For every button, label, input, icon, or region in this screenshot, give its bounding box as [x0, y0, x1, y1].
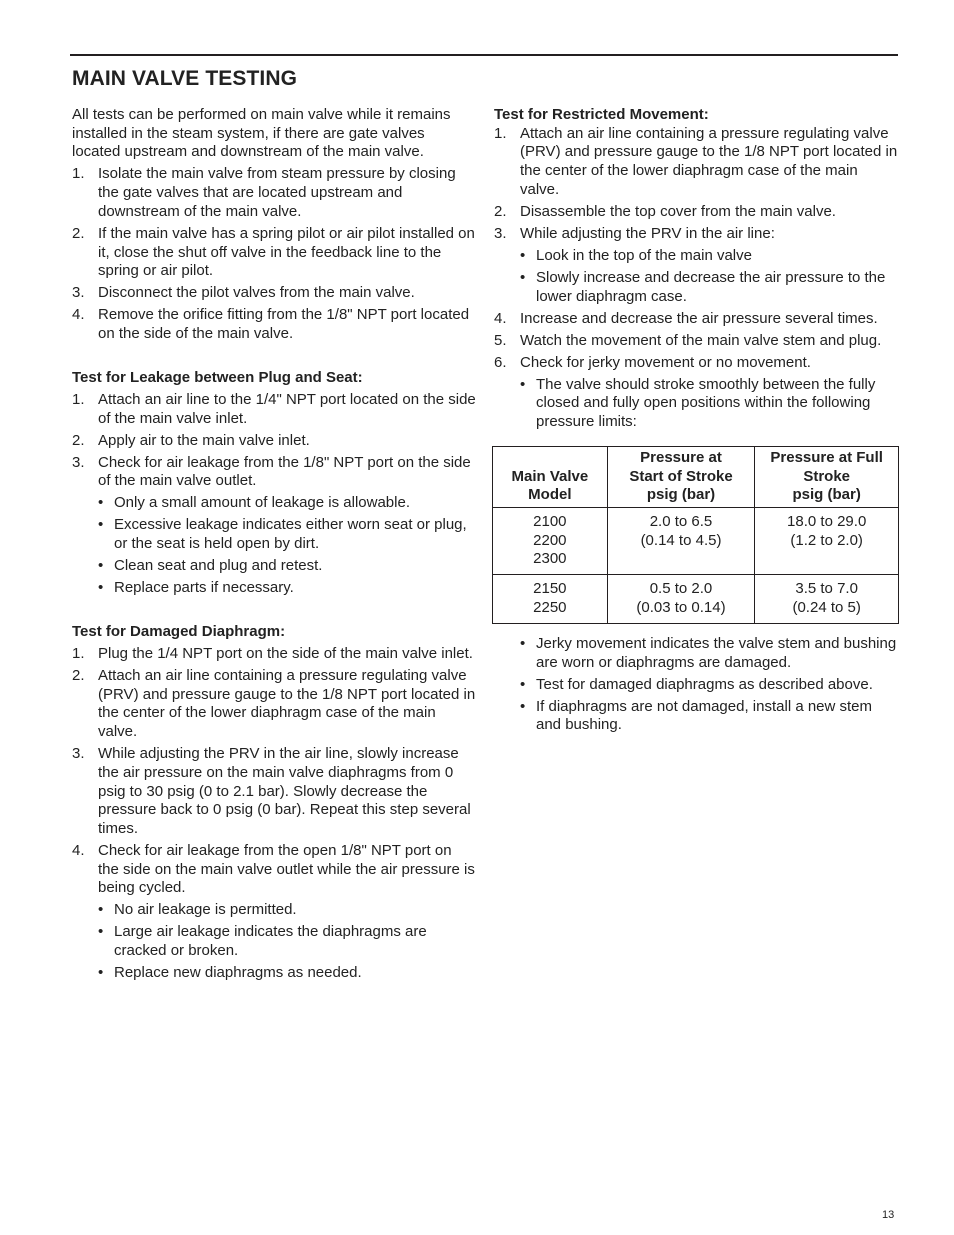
header-line: Model — [528, 486, 572, 504]
step-number: 5. — [494, 331, 507, 349]
header-line: Pressure at Full — [770, 448, 883, 466]
bullet-item — [98, 964, 476, 983]
cell-full — [755, 575, 899, 623]
bullet-text: Large air leakage indicates the diaphragms are cracked or broken. — [114, 923, 427, 960]
list-item — [72, 306, 476, 343]
restricted-movement-steps — [494, 125, 898, 432]
after-table-notes — [520, 635, 900, 738]
step-text: Remove the orifice fitting from the 1/8" NPT port located on the side of the main valve. — [98, 306, 470, 342]
bullet-text: No air leakage is permitted. — [114, 901, 297, 919]
after-table-bullets — [520, 635, 900, 735]
list-item — [494, 125, 898, 200]
bullet-icon: • — [520, 675, 526, 693]
cell-start — [607, 508, 755, 575]
bullet-icon: • — [520, 635, 526, 652]
step-text: Isolate the main valve from steam pressure by closing the gate valves that are located upstream and downstream of the main valve. — [98, 165, 456, 220]
bullet-item — [98, 901, 476, 920]
bullet-icon: • — [98, 964, 104, 982]
page-title: MAIN VALVE TESTING — [72, 67, 298, 90]
cell-line: (0.24 to 5) — [792, 598, 861, 616]
step-text: Increase and decrease the air pressure several times. — [520, 309, 878, 327]
bullet-icon: • — [98, 923, 104, 941]
list-item — [494, 225, 898, 306]
step-number: 2. — [72, 667, 85, 685]
step-text: Attach an air line containing a pressure regulating valve (PRV) and pressure gauge to the 1/8 NPT port located in the center of the lower diaphragm case of the main valve. — [520, 124, 898, 198]
bullet-icon: • — [98, 557, 104, 575]
step-number: 2. — [72, 224, 85, 242]
bullet-icon: • — [98, 579, 104, 597]
header-main-valve-model — [493, 447, 608, 508]
cell-model — [493, 508, 608, 575]
diaphragm-steps — [72, 645, 476, 983]
step-number: 4. — [72, 306, 85, 324]
header-pressure-full — [755, 447, 899, 508]
step-text: Disassemble the top cover from the main valve. — [520, 202, 836, 220]
step-number: 1. — [72, 390, 85, 408]
list-item — [72, 745, 476, 839]
cell-line: 3.5 to 7.0 — [795, 580, 858, 598]
list-item — [72, 391, 476, 428]
list-item — [72, 225, 476, 281]
bullet-item — [98, 557, 476, 576]
bullet-item — [98, 516, 476, 553]
list-item — [494, 310, 898, 329]
step6-bullets — [520, 376, 898, 432]
list-item — [494, 332, 898, 351]
bullet-text: Jerky movement indicates the valve stem and bushing are worn or diaphragms are damaged. — [536, 635, 897, 671]
cell-line: 2150 — [533, 580, 567, 598]
step-number: 3. — [72, 284, 85, 302]
cell-line: (1.2 to 2.0) — [790, 531, 863, 549]
bullet-icon: • — [520, 375, 526, 393]
cell-line: 2300 — [533, 550, 567, 568]
intro-paragraph: All tests can be performed on main valve while it remains installed in the steam system, if there are gate valves located upstream and downstream of the main valve. — [72, 106, 451, 161]
bullet-item — [520, 635, 900, 672]
step-text: Disconnect the pilot valves from the main valve. — [98, 284, 415, 302]
right-column — [494, 106, 898, 435]
bullet-item — [98, 923, 476, 960]
step-text: Plug the 1/4 NPT port on the side of the main valve inlet. — [98, 645, 473, 663]
step-number: 1. — [72, 165, 85, 183]
top-rule — [70, 54, 898, 56]
step-text: Check for jerky movement or no movement. — [520, 353, 811, 371]
table-row — [493, 508, 899, 575]
bullet-icon: • — [520, 697, 526, 715]
bullet-text: Only a small amount of leakage is allowable. — [114, 494, 410, 512]
step-number: 1. — [494, 124, 507, 142]
list-item — [72, 432, 476, 451]
restricted-movement-heading: Test for Restricted Movement: — [494, 106, 709, 123]
step3-bullets — [520, 247, 898, 306]
step-text: While adjusting the PRV in the air line: — [520, 224, 775, 242]
header-line: Stroke — [803, 467, 850, 485]
cell-line: (0.14 to 4.5) — [640, 531, 722, 549]
list-item — [494, 354, 898, 432]
step-number: 3. — [494, 224, 507, 242]
header-line: Main Valve — [511, 467, 589, 485]
step-text: Watch the movement of the main valve stem and plug. — [520, 331, 882, 349]
bullet-item — [520, 698, 900, 735]
step-text: Apply air to the main valve inlet. — [98, 431, 310, 449]
bullet-icon: • — [98, 901, 104, 919]
step-number: 4. — [494, 309, 507, 327]
bullet-item — [98, 494, 476, 513]
bullet-text: The valve should stroke smoothly between the fully closed and fully open positions within the following pressure limits: — [536, 375, 876, 430]
bullet-item — [98, 579, 476, 598]
step-number: 2. — [72, 431, 85, 449]
bullet-text: Excessive leakage indicates either worn seat or plug, or the seat is held open by dirt. — [114, 516, 467, 553]
table-row — [493, 575, 899, 623]
header-line: psig (bar) — [646, 486, 716, 504]
step-number: 2. — [494, 202, 507, 220]
intro-steps — [72, 165, 476, 343]
step-number: 3. — [72, 453, 85, 471]
leakage-bullets — [98, 494, 476, 597]
step-text: While adjusting the PRV in the air line, slowly increase the air pressure on the main valve diaphragms from 0 psig to 30 psig (0 to 2.1 bar). Slowly decrease the pressure back to 0 psig (0 bar). Repeat this step several times. — [98, 745, 471, 837]
left-column — [72, 106, 476, 986]
bullet-text: Clean seat and plug and retest. — [114, 557, 323, 575]
bullet-text: Replace new diaphragms as needed. — [114, 964, 362, 982]
bullet-text: Replace parts if necessary. — [114, 579, 294, 597]
step-number: 6. — [494, 353, 507, 371]
bullet-icon: • — [520, 246, 526, 264]
list-item — [72, 165, 476, 221]
cell-line: (0.03 to 0.14) — [636, 598, 726, 616]
cell-line: 2.0 to 6.5 — [649, 513, 713, 530]
table-header-row — [493, 447, 899, 508]
list-item — [72, 842, 476, 983]
diaphragm-bullets — [98, 901, 476, 982]
bullet-icon: • — [520, 268, 526, 286]
header-line: psig (bar) — [792, 486, 861, 504]
header-line: Start of Stroke — [629, 467, 733, 485]
step-text: Attach an air line containing a pressure regulating valve (PRV) and pressure gauge to the 1/8 NPT port located in the center of the lower diaphragm case of the main valve. — [98, 667, 476, 741]
bullet-item — [520, 676, 900, 695]
cell-start — [607, 575, 755, 623]
bullet-item — [520, 376, 898, 432]
cell-line: 0.5 to 2.0 — [649, 580, 713, 598]
diaphragm-heading: Test for Damaged Diaphragm: — [72, 623, 286, 641]
bullet-text: Slowly increase and decrease the air pressure to the lower diaphragm case. — [536, 268, 886, 305]
cell-model — [493, 575, 608, 623]
list-item — [72, 284, 476, 303]
leakage-steps — [72, 391, 476, 598]
cell-line: 18.0 to 29.0 — [787, 513, 867, 530]
step-number: 4. — [72, 841, 85, 859]
bullet-text: Test for damaged diaphragms as described above. — [536, 675, 873, 693]
header-line: Pressure at — [640, 448, 722, 466]
page-number: 13 — [882, 1209, 895, 1221]
bullet-text: If diaphragms are not damaged, install a new stem and bushing. — [536, 697, 873, 734]
cell-line: 2200 — [533, 531, 567, 549]
list-item — [72, 667, 476, 742]
bullet-icon: • — [98, 494, 104, 512]
step-text: Check for air leakage from the 1/8" NPT port on the side of the main valve outlet. — [98, 453, 471, 490]
cell-line: 2100 — [533, 513, 567, 530]
step-number: 3. — [72, 745, 85, 763]
list-item — [494, 203, 898, 222]
cell-line: 2250 — [533, 598, 567, 616]
list-item — [72, 645, 476, 664]
bullet-item — [520, 269, 898, 306]
bullet-icon: • — [98, 516, 104, 534]
step-text: If the main valve has a spring pilot or air pilot installed on it, close the shut off valve in the feedback line to the spring or air pilot. — [98, 224, 475, 280]
header-pressure-start — [607, 447, 755, 508]
step-number: 1. — [72, 645, 85, 663]
step-text: Check for air leakage from the open 1/8" NPT port on the side on the main valve outlet while the air pressure is being cycled. — [98, 841, 475, 897]
pressure-limits-table — [492, 446, 899, 624]
list-item — [72, 454, 476, 598]
cell-full — [755, 508, 899, 575]
leakage-heading: Test for Leakage between Plug and Seat: — [72, 368, 363, 386]
bullet-item — [520, 247, 898, 266]
step-text: Attach an air line to the 1/4" NPT port located on the side of the main valve inlet. — [98, 390, 476, 427]
bullet-text: Look in the top of the main valve — [536, 246, 752, 264]
